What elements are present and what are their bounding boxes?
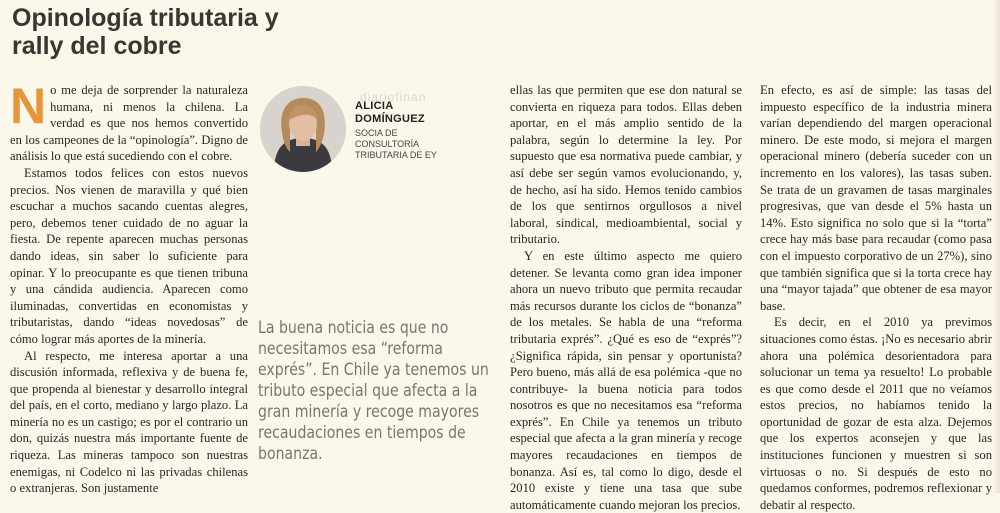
author-role-line: TRIBUTARIA DE EY [355,150,437,160]
author-photo [260,86,346,172]
headline-line-1: Opinología tributaria y [12,4,279,32]
paragraph: Estamos todos felices con estos nuevos precios. Nos vienen de maravilla y qué bien escuchar a muchos sacando cuentas alegres, pero, debemos tener cuidado de no aguar la fiesta. De repente aparecen muchas personas dando ideas, sin saber lo suficiente para opinar. Y lo preocupante es que tienen tribuna y una cándida audiencia. Aparecen como iluminadas, convertidas en economistas y tributaristas, dando “ideas novedosas” de cómo lograr más aportes de la minería. [10,165,248,346]
paragraph-text: o me deja de sorprender la naturaleza humana, ni menos la chilena. La verdad es que nos hemos convertido en los campeones de la “opinología”. Digno de análisis lo que está sucediendo con el cobre. [10,83,248,164]
author-portrait-image [260,86,346,172]
author-role-line: CONSULTORÍA [355,139,420,149]
paragraph: En efecto, es así de simple: las tasas del impuesto específico de la industria minera varían dependiendo del margen operacional minero. De este modo, si mejora el margen operacional minero (debería suceder con un incremento en los valores), las tasas suben. Se trata de un gravamen de tasas marginales progresivas, que van desde el 5% hasta un 14%. Esto significa no solo que si la “torta” crece hay más base para recaudar (como pasa con el impuesto corporativo de un 27%), sino que también significa que si la torta crece hay una “mayor tajada” que obtener de esa mayor base. [760,83,992,313]
author-name [355,100,465,126]
paragraph: Al respecto, me interesa aportar a una discusión informada, reflexiva y de buena fe, que propenda al bienestar y desarrollo integral del país, en el corto, mediano y largo plazo. La minería no es un castigo; es por el contrario un don, quizás nuestra más importante fuente de riqueza. Las mineras tampoco son nuestras enemigas, ni Codelco ni las privadas chilenas o extranjeras. Son justamente [10,348,248,496]
paragraph: ellas las que permiten que ese don natural se convierta en riqueza para todos. Ellas deben aportar, en el más amplio sentido de la palabra, según lo determine la ley. Por supuesto que esa normativa puede cambiar, y así debe ser según vamos evolucionando, y, de hecho, así ha sido. Hemos tenido cambios de los que sentirnos orgullosos a nivel laboral, sindical, medioambiental, social y tributario. [510,83,742,247]
paragraph: Y en este último aspecto me quiero detener. Se levanta como gran idea imponer ahora un nuevo tributo que permita recaudar más recursos durante los ciclos de “bonanza” de los metales. Se habla de una “reforma tributaria exprés”. ¿Qué es eso de “exprés”? ¿Significa rápida, sin pensar y oportunista? Pero bueno, más allá de esa polémica -que no contribuye- la buena noticia para todos nosotros es que no necesitamos esa “reforma exprés”. En Chile ya tenemos un tributo especial que afecta a la gran minería y recoge mayores recaudaciones en tiempos de bonanza. Así es, tal como lo digo, desde el 2010 existe y tiene una tasa que sube automáticamente cuando mejoran los precios. [510,248,742,512]
author-role [355,128,465,161]
dropcap: N [10,78,47,134]
author-role-line: SOCIA DE [355,128,398,138]
page-fold-shadow [992,0,1000,493]
paragraph: Es decir, en el 2010 ya previmos situaciones como éstas. ¡No es necesario abrir ahora una polémica desorientadora para solucionar un tema ya resuelto! Lo probable es que como desde el 2011 que no veíamos estos precios, no habíamos tenido la oportunidad de gozar de esta alza. Dejemos que los expertos aconsejen y que las instituciones funcionen y muestren si son virtuosas o no. Si después de esto no quedamos conformes, podremos reflexionar y debatir al respecto. [760,315,992,512]
article-column-1 [10,78,248,497]
watermark: diariofinan [360,90,427,104]
article-column-3 [760,82,992,513]
headline-line-2: rally del cobre [12,32,182,60]
article-column-2 [510,82,742,513]
author-first-name: ALICIA [355,100,394,112]
author-last-name: DOMÍNGUEZ [355,113,425,125]
paragraph [10,78,248,165]
headline [12,4,279,60]
pull-quote: La buena noticia es que no necesitamos esa “reforma exprés”. En Chile ya tenemos un tributo especial que afecta a la gran minería y recoge mayores recaudaciones en tiempos de bonanza. [258,318,489,464]
